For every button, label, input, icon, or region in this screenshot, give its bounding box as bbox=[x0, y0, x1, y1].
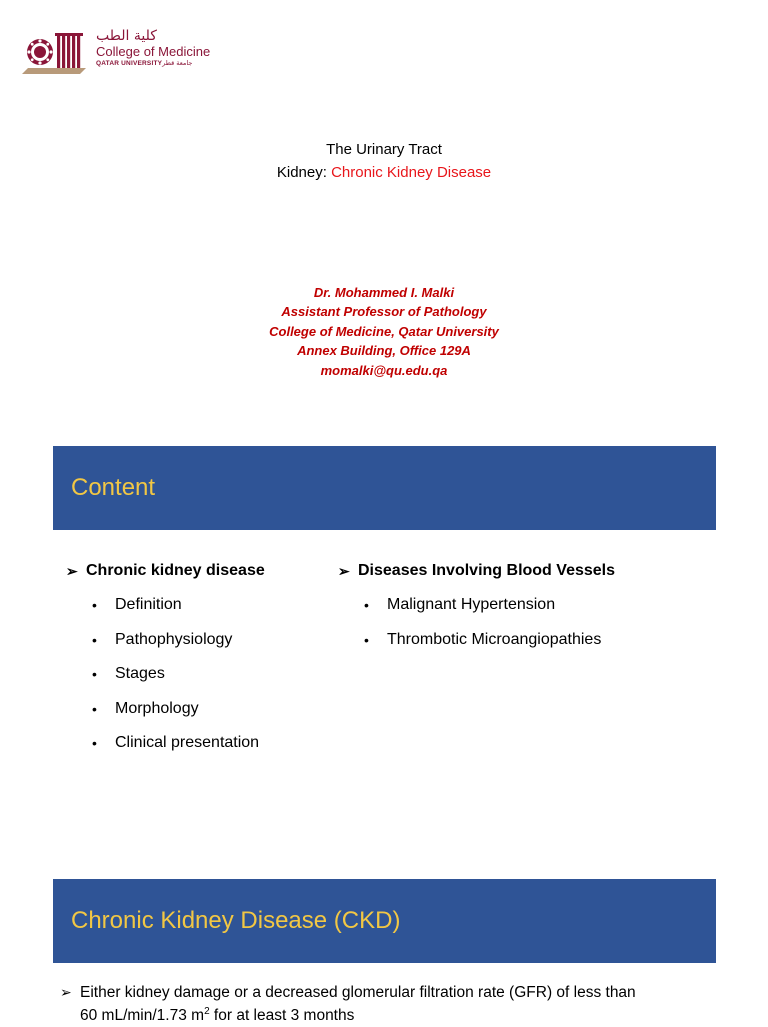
list-item-text: Clinical presentation bbox=[115, 734, 260, 751]
author-name: Dr. Mohammed I. Malki bbox=[313, 285, 455, 300]
list-item bbox=[66, 662, 326, 686]
title-line-2 bbox=[0, 161, 768, 184]
list-item-text: Definition bbox=[115, 596, 182, 613]
logo-english-name: College of Medicine bbox=[96, 44, 211, 59]
bullet-dot-icon: • bbox=[92, 700, 97, 717]
college-logo bbox=[20, 28, 220, 78]
left-column-title-text: Chronic kidney disease bbox=[86, 562, 265, 579]
left-column-title bbox=[66, 559, 326, 583]
list-item bbox=[338, 628, 718, 652]
author-info bbox=[0, 283, 768, 380]
author-email: momalki@qu.edu.qa bbox=[320, 362, 448, 378]
title-line-1: The Urinary Tract bbox=[326, 141, 442, 158]
list-item-text: Thrombotic Microangiopathies bbox=[387, 630, 602, 648]
ckd-definition bbox=[60, 980, 720, 1027]
list-item bbox=[66, 731, 326, 755]
list-item-text: Pathophysiology bbox=[115, 630, 233, 648]
list-item bbox=[66, 697, 326, 721]
author-position: Assistant Professor of Pathology bbox=[281, 304, 487, 320]
author-affiliation: College of Medicine, Qatar University bbox=[269, 323, 499, 339]
ckd-line-2-prefix: 60 mL/min/1.73 m bbox=[80, 1007, 205, 1024]
ckd-line-1 bbox=[60, 980, 720, 1004]
list-item bbox=[66, 628, 326, 652]
lecture-title bbox=[0, 138, 768, 184]
author-office: Annex Building, Office 129A bbox=[297, 343, 471, 359]
right-column-title-text: Diseases Involving Blood Vessels bbox=[358, 562, 615, 579]
title-highlight: Chronic Kidney Disease bbox=[331, 164, 492, 181]
bullet-dot-icon: • bbox=[92, 666, 97, 682]
content-left-column bbox=[66, 559, 326, 766]
list-item-text: Morphology bbox=[115, 699, 199, 717]
logo-university-en: QATAR UNIVERSITY bbox=[96, 60, 163, 67]
logo-arabic-name: كلية الطب bbox=[96, 28, 157, 44]
arrow-bullet-icon: ➢ bbox=[60, 984, 72, 1000]
right-bullet-list bbox=[338, 593, 718, 652]
content-right-column bbox=[338, 559, 718, 662]
ckd-line-2-suffix: for at least 3 months bbox=[209, 1007, 355, 1024]
arrow-bullet-icon: ➢ bbox=[338, 563, 350, 579]
logo-text bbox=[96, 28, 226, 68]
ckd-heading: Chronic Kidney Disease (CKD) bbox=[71, 907, 401, 934]
ckd-line-2-sup: 2 bbox=[204, 1005, 210, 1017]
left-bullet-list bbox=[66, 593, 326, 755]
bullet-dot-icon: • bbox=[92, 597, 97, 613]
right-column-title bbox=[338, 559, 718, 583]
arrow-bullet-icon: ➢ bbox=[66, 563, 78, 579]
qu-emblem-icon bbox=[20, 28, 90, 76]
bullet-dot-icon: • bbox=[364, 597, 369, 613]
ckd-banner bbox=[53, 879, 716, 963]
list-item bbox=[66, 593, 326, 617]
bullet-dot-icon: • bbox=[92, 735, 97, 751]
bullet-dot-icon: • bbox=[364, 631, 369, 648]
ckd-line-1-text: Either kidney damage or a decreased glomerular filtration rate (GFR) of less than bbox=[80, 984, 636, 1001]
content-banner bbox=[53, 446, 716, 530]
list-item-text: Stages bbox=[115, 665, 165, 682]
bullet-dot-icon: • bbox=[92, 631, 97, 648]
content-heading: Content bbox=[71, 474, 156, 501]
logo-university bbox=[96, 59, 226, 68]
logo-university-ar: جامعة قطر bbox=[162, 59, 193, 67]
title-prefix: Kidney: bbox=[276, 164, 332, 181]
list-item-text: Malignant Hypertension bbox=[387, 596, 556, 613]
list-item bbox=[338, 593, 718, 617]
